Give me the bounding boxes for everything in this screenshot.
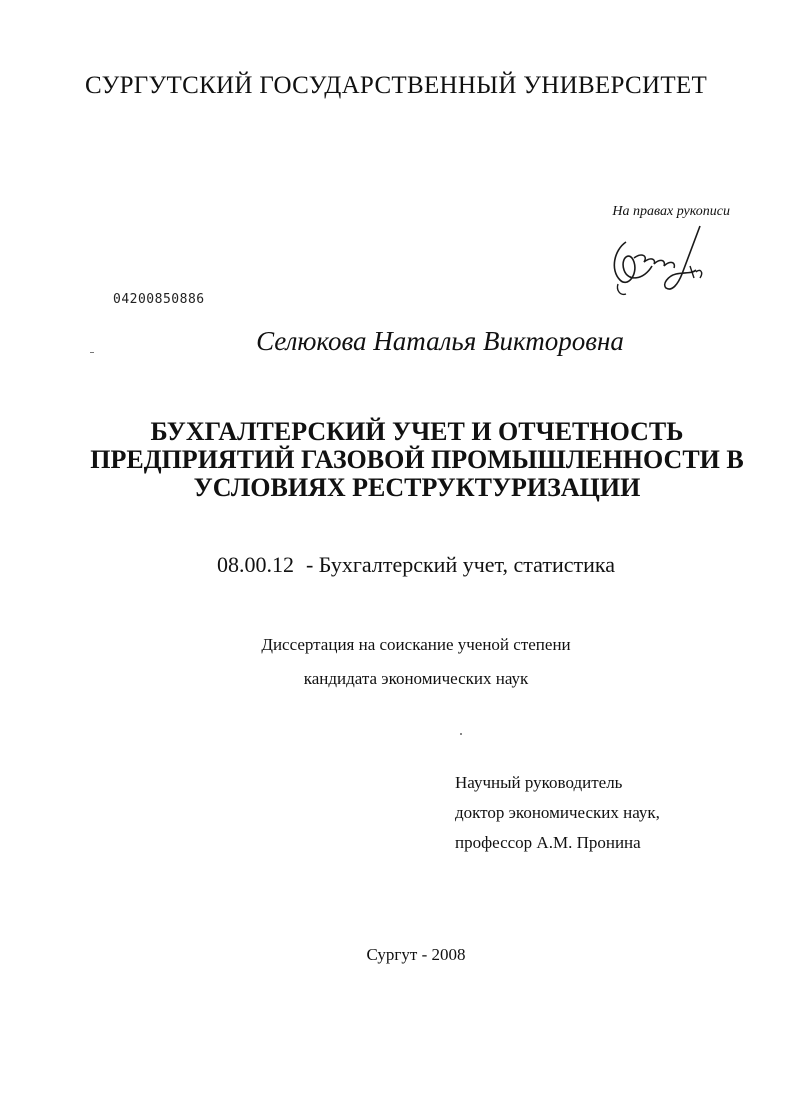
city-year: Сургут - 2008	[366, 945, 466, 964]
title-line: БУХГАЛТЕРСКИЙ УЧЕТ И ОТЧЕТНОСТЬ	[150, 417, 684, 446]
dissertation-title	[0, 418, 792, 502]
university-name: СУРГУТСКИЙ ГОСУДАРСТВЕННЫЙ УНИВЕРСИТЕТ	[84, 72, 708, 99]
title-line: УСЛОВИЯХ РЕСТРУКТУРИЗАЦИИ	[193, 473, 641, 502]
supervisor-block	[455, 768, 660, 858]
signature-icon	[604, 222, 714, 298]
title-line: ПРЕДПРИЯТИЙ ГАЗОВОЙ ПРОМЫШЛЕННОСТИ В	[90, 445, 744, 474]
supervisor-line: доктор экономических наук,	[455, 803, 660, 822]
author-name: Селюкова Наталья Викторовна	[256, 326, 624, 356]
specialty	[0, 552, 792, 578]
supervisor-line: Научный руководитель	[455, 773, 623, 792]
degree-line: Диссертация на соискание ученой степени	[261, 635, 571, 654]
degree-statement	[0, 628, 792, 696]
catalog-code: 04200850886	[113, 292, 205, 307]
scan-speck	[460, 733, 462, 735]
manuscript-note: На правах рукописи	[612, 204, 730, 219]
specialty-code: 08.00.12	[216, 552, 294, 577]
degree-line: кандидата экономических наук	[303, 669, 529, 688]
specialty-name: - Бухгалтерский учет, статистика	[305, 552, 616, 577]
supervisor-line: профессор А.М. Пронина	[455, 833, 641, 852]
